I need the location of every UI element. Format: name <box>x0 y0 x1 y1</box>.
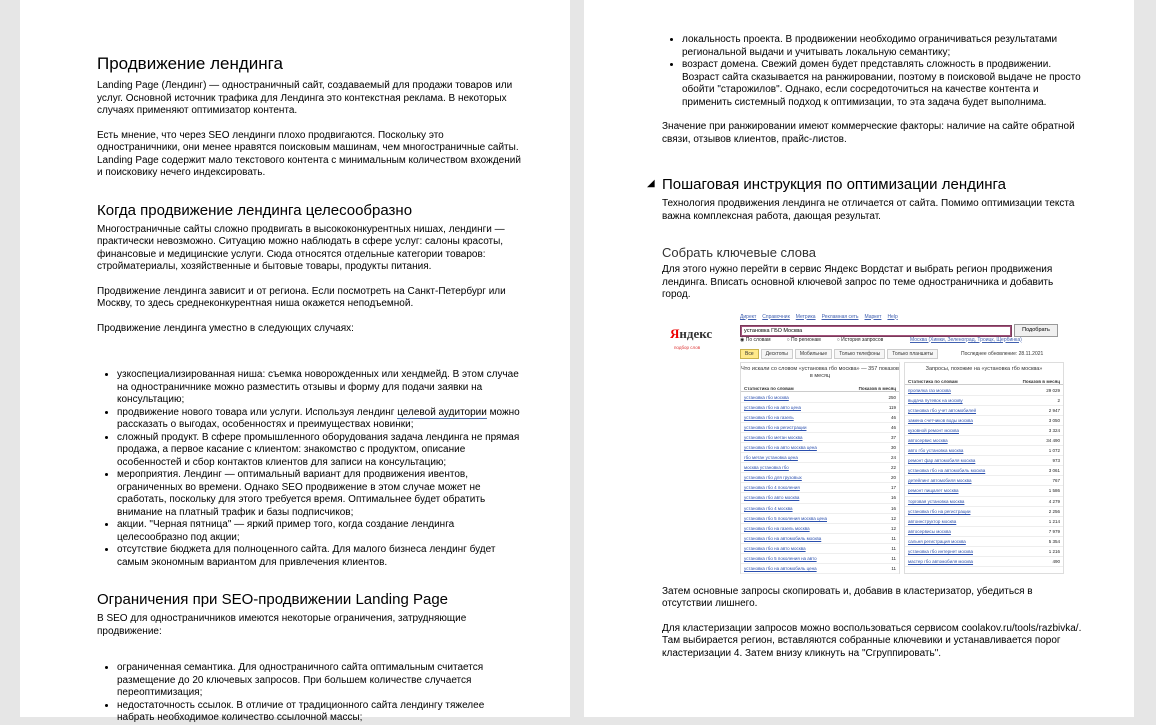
impressions-count: 24 <box>890 455 896 461</box>
heading-steps-text: Пошаговая инструкция по оптимизации лендинга <box>662 176 1006 193</box>
table-row <box>741 514 899 524</box>
impressions-count: 12 <box>890 525 896 531</box>
table-row <box>905 517 1063 527</box>
limits-paragraph: В SEO для одностраничников имеются некоторые ограничения, затрудняющие продвижение: <box>97 613 467 637</box>
list-item: • мероприятия. Лендинг — оптимальный вариант для продвижения ивентов, ограниченных во времени. Однако SEO продвижение в этом случае может не сработать, поскольку для этого требуется время. Оптимальнее будет обратить внимание на платный трафик и базы подписчиков; <box>117 469 522 519</box>
query-link[interactable]: установка гбо на авто москва <box>744 545 806 551</box>
impressions-count: 5 354 <box>1048 538 1060 544</box>
impressions-count: 4 279 <box>1048 498 1060 504</box>
query-link[interactable]: торговая установка москва <box>908 498 965 504</box>
list-item: • узкоспециализированная ниша: съемка новорожденных или хендмейд. В этом случае на одностраничнике можно разместить отзывы и форму для подачи заявки на консультацию; <box>117 369 522 407</box>
intro-paragraph-2: Есть мнение, что через SEO лендинги плохо продвигаются. Поскольку это одностраничники, они менее нравятся поисковым машинам, чем многостраничные сайты. Landing Page содержит мало текстового контента с минимальным количеством вхождений и поисковику нечего индексировать. <box>97 129 521 178</box>
table-row <box>741 403 899 413</box>
impressions-count: 11 <box>891 556 896 561</box>
query-link[interactable]: выдача путевок на москву <box>908 397 963 403</box>
query-link[interactable]: установка гбо 4 поколения <box>744 485 800 491</box>
limits-list <box>97 662 522 725</box>
impressions-count: 11 <box>891 545 896 551</box>
impressions-count: 3 324 <box>1048 427 1060 433</box>
impressions-count: 37 <box>890 434 896 440</box>
query-link[interactable]: установка гбо на газель москва <box>744 525 810 531</box>
case-text-b: можно рассказать о выгодах, особенностях и преимуществах новинки; <box>117 406 520 430</box>
query-link[interactable]: установка гбо учет автомобилей <box>908 407 977 413</box>
keywords-paragraph: Для этого нужно перейти в сервис Яндекс Вордстат и выбрать регион продвижения лендинга. Вписать основной ключевой запрос по теме одностраничника и добавить город. <box>662 264 1054 300</box>
wordstat-top-nav <box>740 314 904 320</box>
table-row <box>905 486 1063 496</box>
list-item: • локальность проекта. В продвижении необходимо ограничиваться результатами региональной выдачи и учитывать локальную семантику; <box>682 34 1084 59</box>
impressions-count: 2 <box>1057 397 1060 403</box>
query-link[interactable]: установка гбо на авто цена <box>744 404 801 410</box>
table-row <box>905 416 1063 426</box>
impressions-count: 1 216 <box>1048 549 1060 554</box>
query-link[interactable]: кузовной ремонт москва <box>908 427 959 433</box>
wordstat-left-column <box>740 362 900 574</box>
query-link[interactable]: детейлинг автомобиля москва <box>908 478 972 484</box>
nav-link[interactable]: Маркет <box>864 313 882 320</box>
impressions-count: 30 <box>890 444 896 450</box>
query-link[interactable]: установка гбо на автомобиль москва <box>908 468 986 474</box>
table-row <box>741 463 899 473</box>
impressions-count: 46 <box>890 414 896 420</box>
impressions-count: 11 <box>891 535 896 541</box>
list-item: • сложный продукт. В сфере промышленного оборудования задача лендинга не прямая продажа, а первое касание с клиентом: знакомство с продуктом, описание особенностей и сбор контактов клиентов для записи на консультацию; <box>117 432 522 470</box>
impressions-count: 250 <box>888 394 896 400</box>
nav-link[interactable]: Директ <box>740 313 757 320</box>
impressions-count: 490 <box>1052 559 1060 565</box>
query-link[interactable]: мастер гбо автомобиля москва <box>908 559 974 565</box>
impressions-count: 1 214 <box>1048 518 1060 524</box>
impressions-count: 11 <box>891 566 896 572</box>
impressions-count: 7 979 <box>1048 528 1060 534</box>
when-paragraph-1: Многостраничные сайты сложно продвигать в высококонкурентных нишах, лендинги — практически невозможно. Ситуацию можно наблюдать в сфере услуг: салоны красоты, финансовые и медицинские услуги. Сюда относятся отдельные категории товаров: стройматериалы, хозяйственные и бытовые товары, продукты питания. <box>97 223 505 272</box>
nav-link[interactable]: Справочник <box>762 313 790 320</box>
table-row <box>741 393 899 403</box>
impressions-count: 22 <box>890 465 896 471</box>
query-link[interactable]: установка гбо 4 москва <box>744 505 793 511</box>
table-row <box>905 476 1063 486</box>
query-link[interactable]: ремонт пищалет москва <box>908 488 959 494</box>
right-column-title: Запросы, похожие на «установка гбо москва» <box>925 365 1043 372</box>
table-row <box>741 453 899 463</box>
query-link[interactable]: установка гбо на авто москва цена <box>744 444 817 450</box>
query-link[interactable]: установка гбо на автомобиль москва <box>744 535 822 541</box>
query-link[interactable]: гбо метан установка цена <box>744 455 798 461</box>
query-link[interactable]: пропилка газ москва <box>908 387 951 393</box>
right-rows <box>905 386 1063 568</box>
impressions-count: 767 <box>1052 478 1060 484</box>
query-link[interactable]: авто гбо установка москва <box>908 448 964 454</box>
tab-mobile[interactable]: Мобильные <box>795 349 832 359</box>
table-row <box>741 554 899 564</box>
tab-tablets[interactable]: Только планшеты <box>887 349 938 359</box>
list-item: • возраст домена. Свежий домен будет представлять сложность в продвижении. Возраст сайта сказывается на ранжировании, поэтому в поисковой выдаче не просто обойти "старожилов". Однако, если сосредоточиться на качестве контента и применить системный подход к оптимизации, то эта задача будет выполнима. <box>682 59 1084 109</box>
table-row <box>905 446 1063 456</box>
table-row <box>741 544 899 554</box>
table-row <box>741 504 899 514</box>
steps-paragraph: Технология продвижения лендинга не отличается от сайта. Помимо оптимизации текста важна комплексная работа, дающая результат. <box>662 198 1075 222</box>
heading-when: Когда продвижение лендинга целесообразно <box>97 201 413 219</box>
query-link[interactable]: установка гбо метан москва <box>744 434 803 440</box>
table-row <box>905 406 1063 416</box>
list-item <box>117 407 522 432</box>
nav-link[interactable]: Рекламная сеть <box>821 313 859 320</box>
radio-by-regions[interactable]: ○ По регионам <box>786 336 821 343</box>
query-link[interactable]: установка гбо для грузовых <box>744 475 802 481</box>
wordstat-search-button[interactable]: Подобрать <box>1014 324 1058 337</box>
table-row <box>905 386 1063 396</box>
heading-keywords: Собрать ключевые слова <box>662 245 817 260</box>
query-link[interactable]: установка гбо на регистрации <box>744 424 807 430</box>
document-title: Продвижение лендинга <box>97 54 283 73</box>
table-row <box>741 473 899 483</box>
query-link[interactable]: москва установка гбо <box>744 465 789 471</box>
limits-list-continued <box>662 34 1084 109</box>
list-item: • недостаточность ссылок. В отличие от традиционного сайта лендингу тяжелее набрать необходимое количество ссылочной массы; <box>117 700 522 725</box>
collapse-triangle-icon[interactable]: ◢ <box>647 178 655 189</box>
table-row <box>741 493 899 503</box>
when-paragraph-3: Продвижение лендинга уместно в следующих случаях: <box>97 322 354 334</box>
query-link[interactable]: автоинструктор москва <box>908 518 957 524</box>
impressions-count: 2 256 <box>1048 508 1060 514</box>
wordstat-query-input[interactable]: установка ГБО Москва <box>742 327 1010 335</box>
left-column-header: Статистика по словам Показов в месяц <box>741 386 899 392</box>
table-row <box>905 436 1063 446</box>
radio-by-words[interactable]: ◉ По словам <box>740 336 771 343</box>
table-row <box>741 413 899 423</box>
table-row <box>741 534 899 544</box>
table-row <box>905 497 1063 507</box>
yandex-logo: Яндекс <box>670 325 713 341</box>
table-row <box>741 524 899 534</box>
impressions-count: 20 <box>890 475 896 481</box>
yandex-logo-subtitle: подбор слов <box>674 344 701 350</box>
wordstat-screenshot <box>664 312 1064 574</box>
table-row <box>741 433 899 443</box>
document-page-left <box>20 0 570 723</box>
table-row <box>741 483 899 493</box>
query-link[interactable]: установка гбо на регистрации <box>908 508 971 514</box>
wordstat-device-tabs <box>740 349 940 359</box>
table-row <box>741 423 899 433</box>
nav-link[interactable]: Метрика <box>795 313 816 320</box>
impressions-count: 46 <box>890 424 896 430</box>
impressions-count: 16 <box>890 505 896 511</box>
tab-desktop[interactable]: Десктопы <box>761 349 793 359</box>
impressions-count: 119 <box>888 404 896 410</box>
wordstat-updated-date: Последнее обновление: 28.11.2021 <box>961 350 1044 357</box>
table-row <box>741 443 899 453</box>
case-text-a: продвижение нового товара или услуги. Используя лендинг <box>117 406 398 418</box>
query-link[interactable]: установка гбо москва <box>744 394 789 400</box>
impressions-count: 1 586 <box>1048 488 1060 494</box>
impressions-count: 2 947 <box>1048 407 1060 413</box>
impressions-count: 34 490 <box>1046 437 1060 443</box>
wordstat-search-box <box>740 325 1012 337</box>
table-row <box>905 426 1063 436</box>
query-link[interactable]: установка гбо интернет москва <box>908 549 973 554</box>
left-column-title: Что искали со словом «установка гбо москва» — 357 показов в месяц <box>741 365 899 379</box>
cases-list <box>97 369 522 569</box>
intro-paragraph-1: Landing Page (Лендинг) — одностраничный сайт, создаваемый для продажи товаров или услуг. Основной источник трафика для Лендинга это контекстная реклама. В некоторых случаях применяют оптимизатор контента. <box>97 80 513 116</box>
wordstat-right-column <box>904 362 1064 574</box>
query-link[interactable]: установка гбо на газель <box>744 414 794 420</box>
wordstat-mode-radios <box>740 337 899 343</box>
impressions-count: 12 <box>890 515 896 521</box>
list-item: • отсутствие бюджета для полноценного сайта. Для малого бизнеса лендинг будет самым экономным вариантом для привлечения клиентов. <box>117 544 522 569</box>
document-page-right <box>584 0 1134 717</box>
table-row <box>905 537 1063 547</box>
query-link[interactable]: установка гбо авто москва <box>744 495 800 501</box>
query-link[interactable]: замена счетчиков воды москва <box>908 417 973 423</box>
when-paragraph-2: Продвижение лендинга зависит и от региона. Если посмотреть на Санкт-Петербург или Москву, то здесь среднеконкурентная ниша окажется неподъемной. <box>97 285 506 309</box>
query-link[interactable]: установка гбо на автомобиль цена <box>744 566 817 572</box>
impressions-count: 1 072 <box>1048 448 1060 454</box>
query-link[interactable]: автосервисы москва <box>908 528 951 534</box>
impressions-count: 16 <box>890 495 896 501</box>
table-row <box>905 456 1063 466</box>
table-row <box>905 557 1063 567</box>
table-row <box>905 507 1063 517</box>
table-row <box>741 564 899 574</box>
impressions-count: 17 <box>890 485 896 491</box>
target-audience-link[interactable]: целевой аудитории <box>397 406 487 418</box>
query-link[interactable]: ремонт фар автомобиля москва <box>908 458 976 464</box>
table-row <box>905 527 1063 537</box>
table-row <box>905 466 1063 476</box>
after-paragraph-1: Затем основные запросы скопировать и, добавив в кластеризатор, убедиться в отсутствии лишнего. <box>662 585 1033 609</box>
right-column-header: Статистика по словам Показов в месяц <box>905 379 1063 385</box>
list-item: • ограниченная семантика. Для одностраничного сайта оптимальным считается размещение до 20 ключевых запросов. При большем количестве случается переоптимизация; <box>117 662 522 700</box>
table-row <box>905 396 1063 406</box>
factors-paragraph: Значение при ранжировании имеют коммерческие факторы: наличие на сайте обратной связи, отзывов клиентов, прайс-листов. <box>662 121 1075 145</box>
tab-all[interactable]: Все <box>740 349 759 359</box>
left-rows <box>741 393 899 575</box>
tab-phones[interactable]: Только телефоны <box>834 349 885 359</box>
list-item: • акции. "Черная пятница" — яркий пример того, когда создание лендинга целесообразно под акции; <box>117 519 522 544</box>
wordstat-region-link[interactable]: Москва (Химки, Зеленоград, Троицк, Щербинка) <box>910 336 1022 343</box>
query-link[interactable]: установка гбо 5 поколения на авто <box>744 556 817 561</box>
after-paragraph-2: Для кластеризации запросов можно воспользоваться сервисом coolakov.ru/tools/razbivka/. Там выбирается регион, вставляются собранные ключевики и устанавливается порог кластеризации 4. Затем внизу кликнуть на "Сгруппировать". <box>662 622 1082 659</box>
impressions-count: 3 050 <box>1048 417 1060 423</box>
heading-steps <box>647 176 1084 193</box>
table-row <box>905 547 1063 557</box>
query-link[interactable]: сальня регистрация москва <box>908 538 966 544</box>
heading-limits: Ограничения при SEO-продвижении Landing Page <box>97 591 449 608</box>
query-link[interactable]: автосервис москва <box>908 437 948 443</box>
impressions-count: 3 061 <box>1048 468 1060 474</box>
nav-link[interactable]: Help <box>887 313 898 320</box>
radio-history[interactable]: ○ История запросов <box>836 336 884 343</box>
impressions-count: 29 029 <box>1046 387 1060 393</box>
impressions-count: 973 <box>1052 458 1060 464</box>
query-link[interactable]: установка гбо 5 поколения москва цена <box>744 515 827 521</box>
